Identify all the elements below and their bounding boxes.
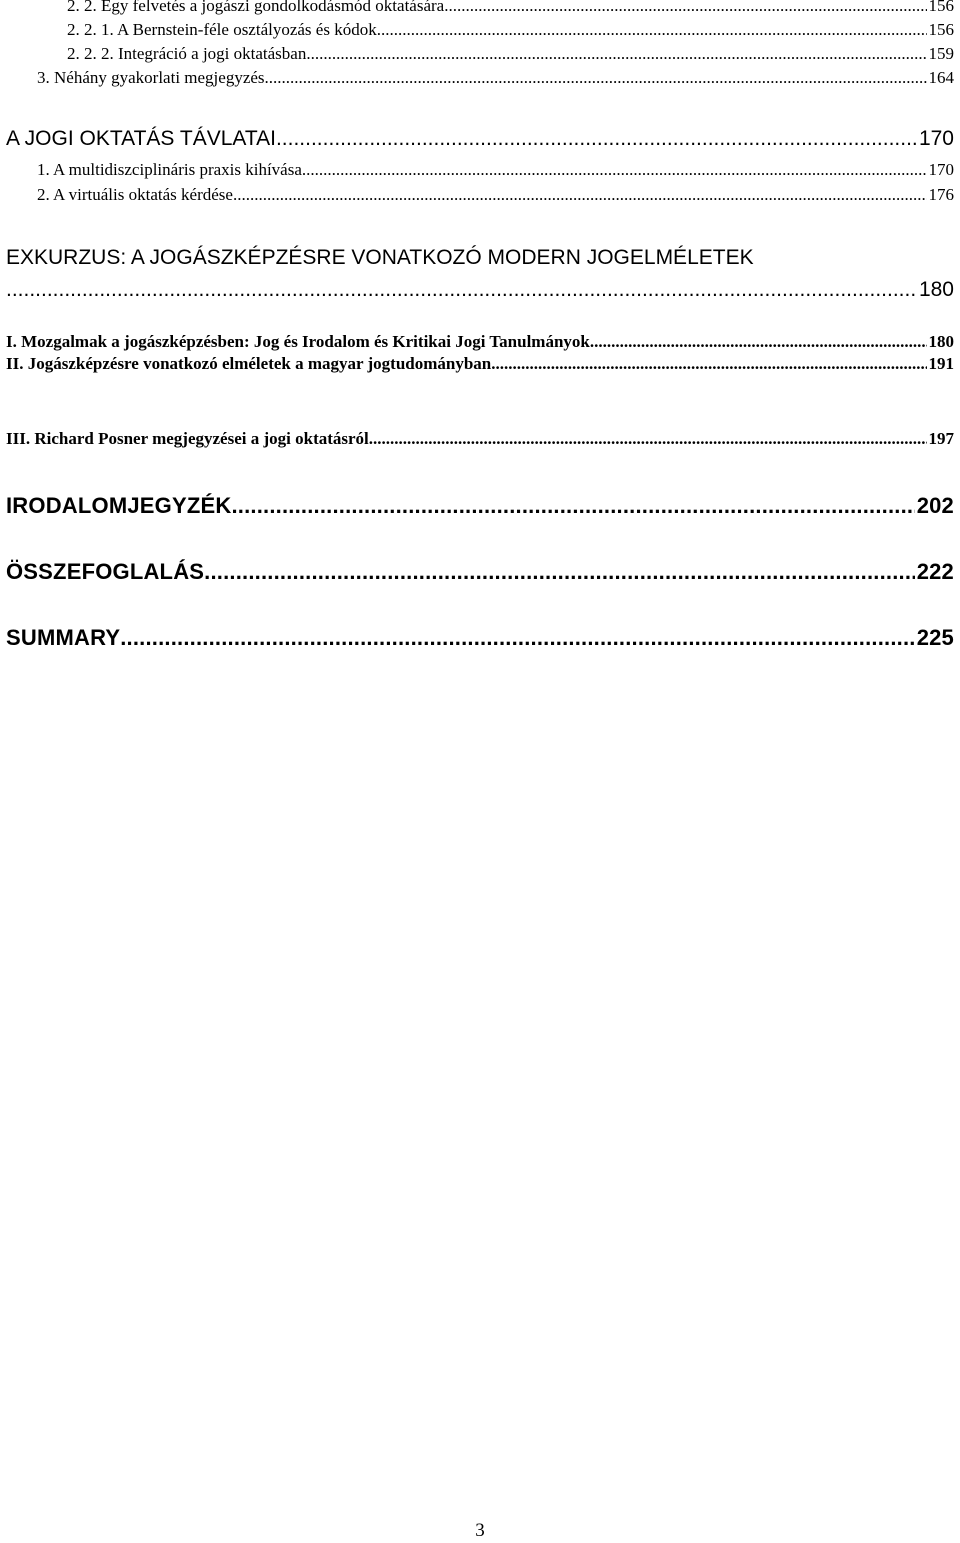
toc-leader-dots xyxy=(491,354,926,374)
toc-leader-dots xyxy=(233,185,927,205)
toc-entry-page: 180 xyxy=(928,332,954,351)
toc-chapter-entry[interactable] xyxy=(6,278,954,302)
toc-section-entry[interactable] xyxy=(6,354,954,374)
toc-entry-page: 191 xyxy=(928,354,954,373)
toc-entry-page: 176 xyxy=(928,185,954,204)
toc-entry[interactable] xyxy=(37,160,954,180)
toc-entry-title: A JOGI OKTATÁS TÁVLATAI xyxy=(6,127,276,150)
toc-entry[interactable] xyxy=(37,68,954,88)
toc-entry-page: 156 xyxy=(928,20,954,39)
toc-chapter-title[interactable]: EXKURZUS: A JOGÁSZKÉPZÉSRE VONATKOZÓ MODERN JOGELMÉLETEK xyxy=(6,246,754,269)
toc-entry-page: 159 xyxy=(928,44,954,63)
toc-leader-dots xyxy=(276,127,917,151)
toc-entry[interactable] xyxy=(67,44,954,64)
toc-chapter-entry[interactable] xyxy=(6,559,954,585)
toc-entry-title: IRODALOMJEGYZÉK xyxy=(6,493,232,518)
toc-leader-dots xyxy=(6,278,917,302)
toc-entry-title: II. Jogászképzésre vonatkozó elméletek a magyar jogtudományban xyxy=(6,354,492,373)
toc-section-entry[interactable] xyxy=(6,332,954,352)
toc-entry-page: 222 xyxy=(916,559,954,584)
toc-entry-title: I. Mozgalmak a jogászképzésben: Jog és Irodalom és Kritikai Jogi Tanulmányok xyxy=(6,332,590,351)
toc-leader-dots xyxy=(590,332,927,352)
toc-entry[interactable] xyxy=(37,185,954,205)
toc-entry-title: ÖSSZEFOGLALÁS xyxy=(6,559,205,584)
toc-entry-page: 197 xyxy=(928,429,954,448)
toc-entry-title: SUMMARY xyxy=(6,625,121,650)
toc-entry[interactable] xyxy=(67,0,954,16)
toc-entry-page: 170 xyxy=(928,160,954,179)
toc-entry-page: 180 xyxy=(918,278,954,301)
toc-leader-dots xyxy=(369,429,927,449)
toc-leader-dots xyxy=(306,44,926,64)
toc-leader-dots xyxy=(444,0,926,16)
toc-entry-page: 202 xyxy=(916,493,954,518)
toc-leader-dots xyxy=(302,160,927,180)
toc-entry-page: 225 xyxy=(916,625,954,650)
toc-entry-page: 170 xyxy=(918,127,954,150)
toc-leader-dots xyxy=(265,68,927,88)
toc-chapter-entry[interactable] xyxy=(6,493,954,519)
toc-entry-title: 2. 2. 1. A Bernstein-féle osztályozás és kódok xyxy=(67,20,377,39)
toc-entry-title: III. Richard Posner megjegyzései a jogi oktatásról xyxy=(6,429,369,448)
page-number: 3 xyxy=(475,1520,485,1541)
toc-chapter-entry[interactable] xyxy=(6,625,954,651)
toc-entry-title: 2. A virtuális oktatás kérdése xyxy=(37,185,233,204)
toc-leader-dots xyxy=(120,625,914,651)
toc-leader-dots xyxy=(204,559,915,585)
toc-entry-page: 156 xyxy=(928,0,954,15)
toc-entry-title: 2. 2. 2. Integráció a jogi oktatásban xyxy=(67,44,307,63)
toc-section-entry[interactable] xyxy=(6,429,954,449)
toc-leader-dots xyxy=(377,20,927,40)
toc-entry-title: 1. A multidiszciplináris praxis kihívása xyxy=(37,160,302,179)
toc-leader-dots xyxy=(231,493,914,519)
toc-entry-title: 3. Néhány gyakorlati megjegyzés xyxy=(37,68,265,87)
toc-chapter-entry[interactable] xyxy=(6,127,954,151)
toc-entry[interactable] xyxy=(67,20,954,40)
toc-entry-title: 2. 2. Egy felvetés a jogászi gondolkodásmód oktatására xyxy=(67,0,445,15)
toc-entry-page: 164 xyxy=(928,68,954,87)
